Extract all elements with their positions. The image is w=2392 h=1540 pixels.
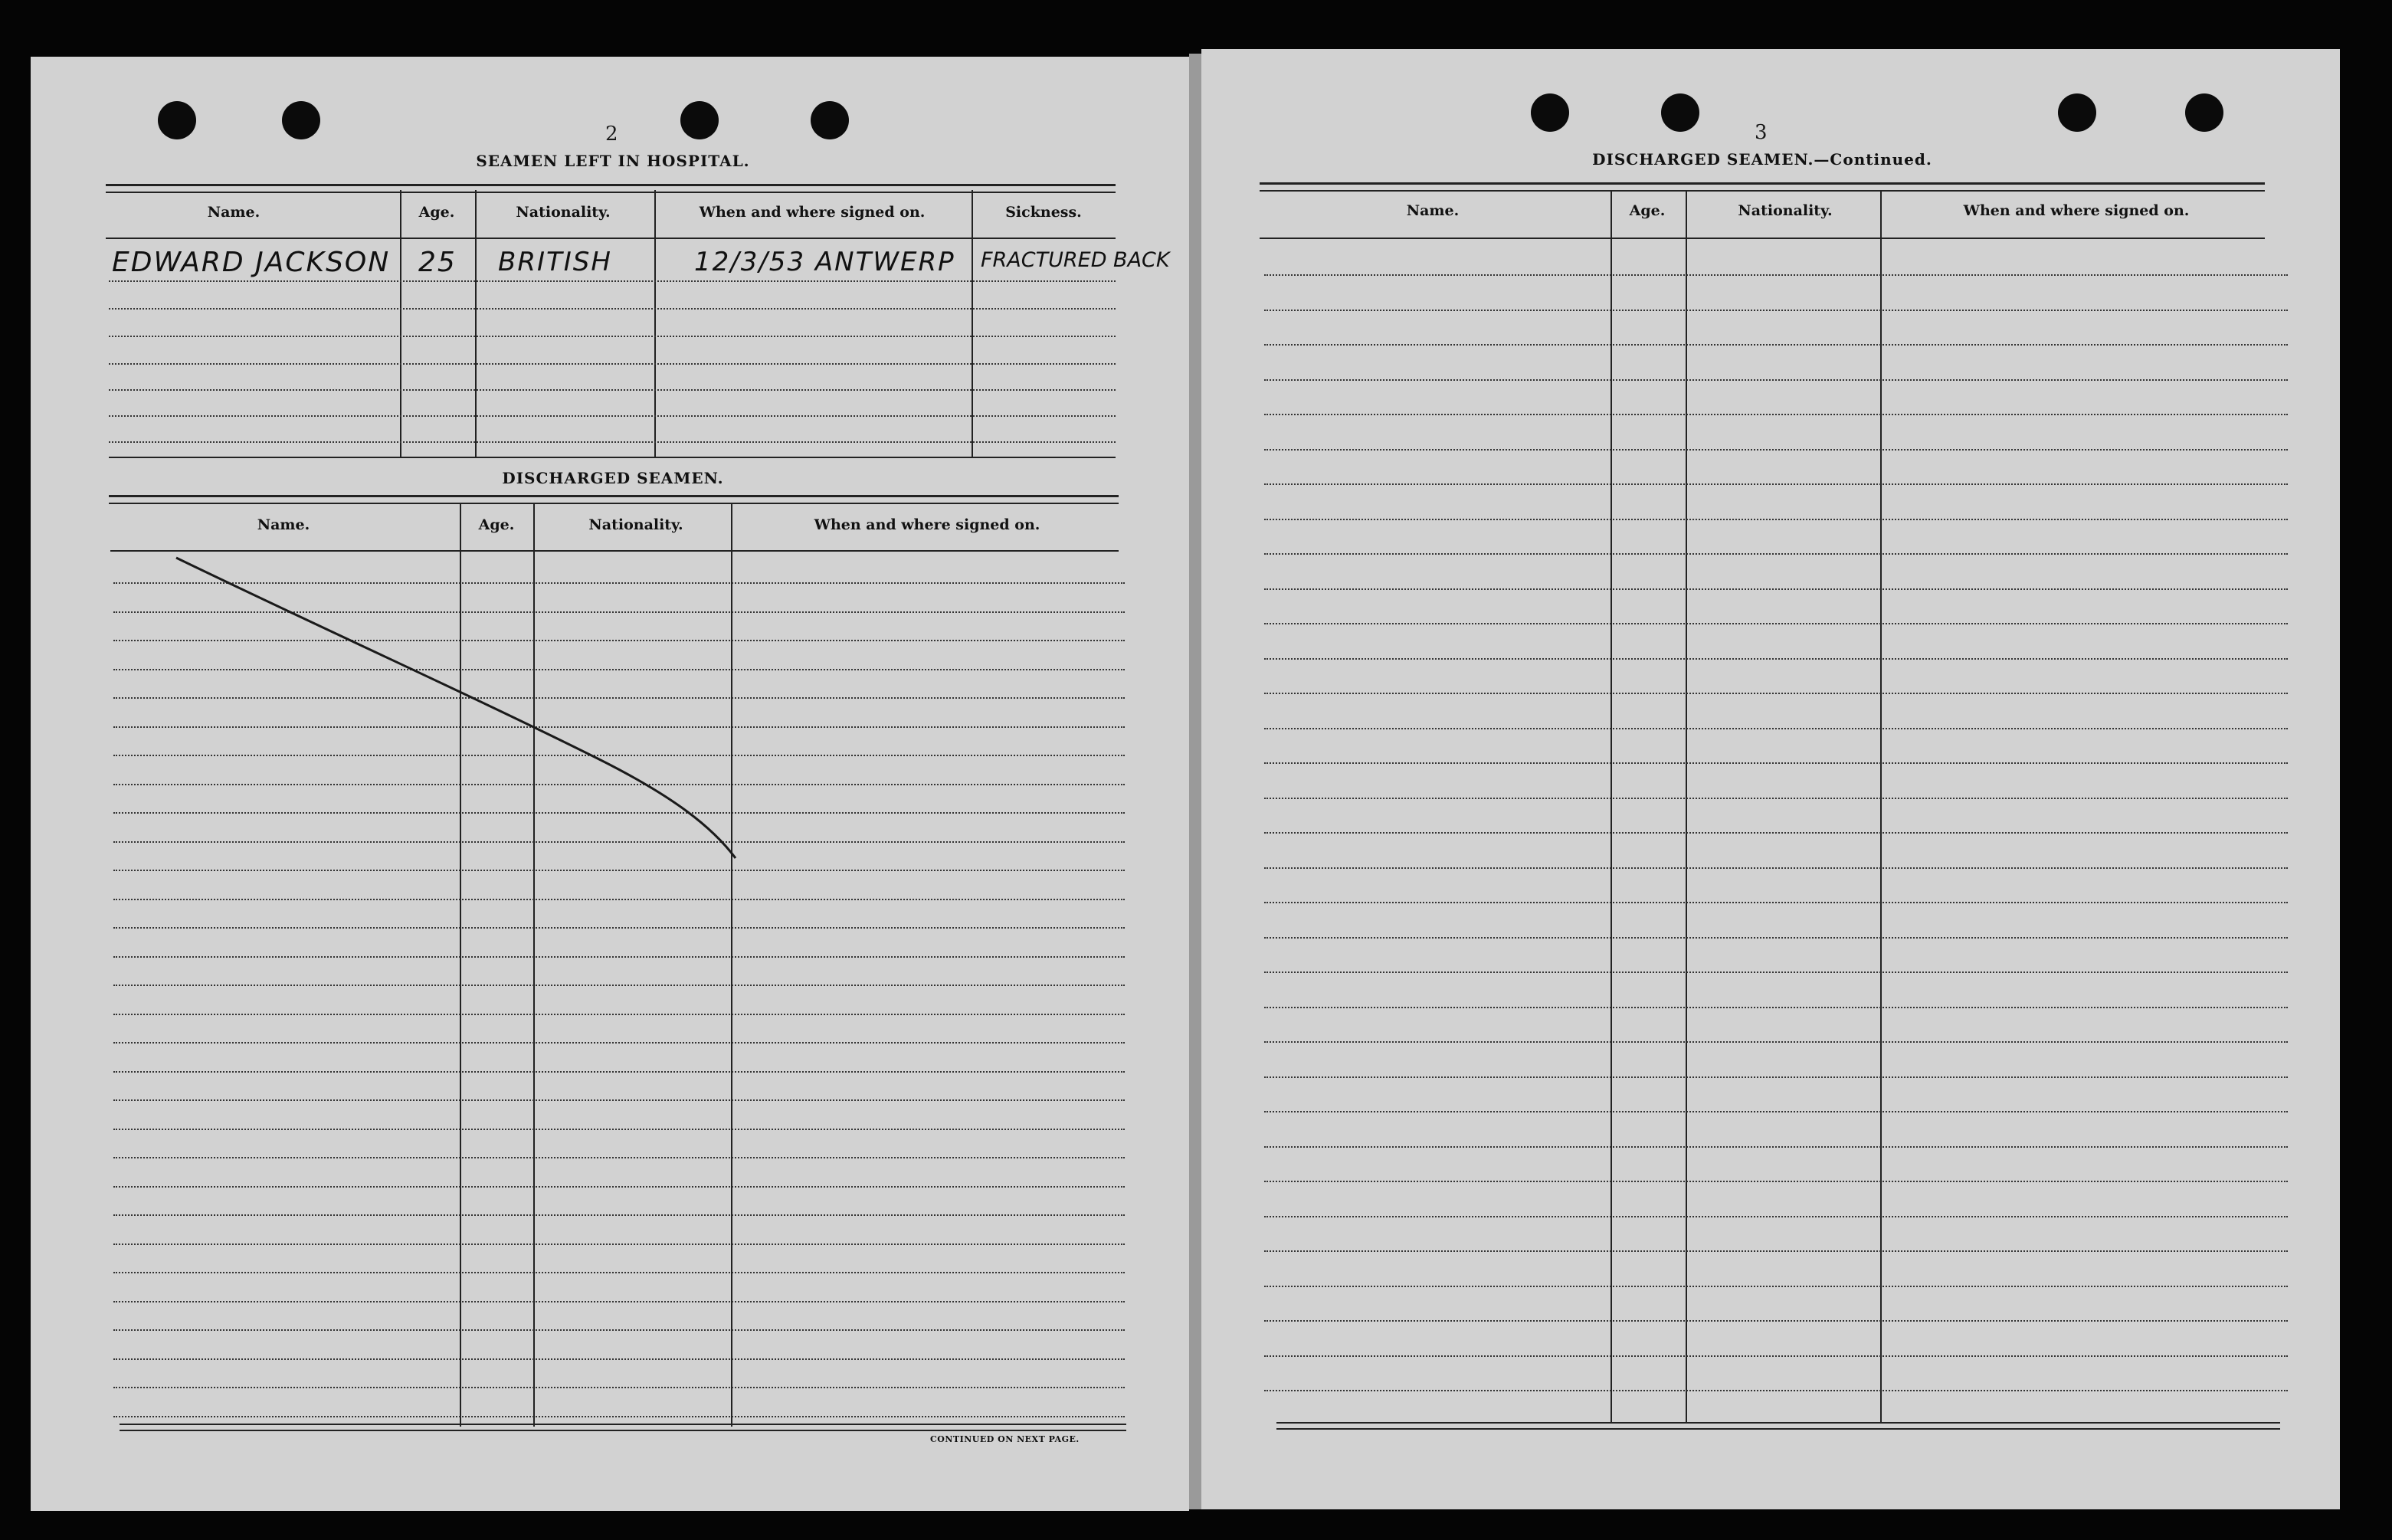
row-rule bbox=[113, 841, 1125, 843]
punch-hole bbox=[811, 101, 849, 139]
row-rule bbox=[109, 280, 1116, 282]
row-rule bbox=[113, 1042, 1125, 1044]
row-rule bbox=[1264, 1320, 2288, 1322]
row-rule bbox=[113, 1014, 1125, 1015]
row-rule bbox=[1264, 762, 2288, 764]
discharged-section-title: DISCHARGED SEAMEN. bbox=[502, 469, 724, 487]
row-rule bbox=[113, 1243, 1125, 1245]
row-rule bbox=[113, 956, 1125, 958]
row-rule bbox=[113, 640, 1125, 641]
row-rule bbox=[1264, 1076, 2288, 1078]
row-rule bbox=[109, 363, 1116, 365]
row-rule bbox=[113, 1214, 1125, 1216]
row-rule bbox=[1264, 867, 2288, 869]
page-fold bbox=[1189, 54, 1201, 1509]
row-rule bbox=[1264, 1181, 2288, 1182]
table-rule bbox=[1260, 182, 2265, 185]
table-rule bbox=[1276, 1422, 2280, 1424]
row-rule bbox=[113, 1186, 1125, 1188]
row-rule bbox=[1264, 798, 2288, 799]
column-header-age: Age. bbox=[478, 516, 515, 533]
hospital-entry-name: EDWARD JACKSON bbox=[112, 247, 391, 278]
row-rule bbox=[109, 415, 1116, 417]
row-rule bbox=[113, 1272, 1125, 1273]
row-rule bbox=[1264, 1286, 2288, 1287]
column-divider bbox=[1611, 190, 1612, 1424]
row-rule bbox=[113, 1387, 1125, 1388]
row-rule bbox=[1264, 519, 2288, 520]
row-rule bbox=[1264, 1041, 2288, 1043]
row-rule bbox=[113, 1301, 1125, 1302]
row-rule bbox=[113, 1129, 1125, 1130]
row-rule bbox=[113, 669, 1125, 670]
row-rule bbox=[1264, 588, 2288, 590]
row-rule bbox=[113, 870, 1125, 871]
row-rule bbox=[1264, 553, 2288, 555]
column-header-signed-on: When and where signed on. bbox=[814, 516, 1040, 533]
row-rule bbox=[113, 697, 1125, 699]
row-rule bbox=[1264, 1146, 2288, 1148]
row-rule bbox=[1264, 1355, 2288, 1357]
row-rule bbox=[1264, 658, 2288, 660]
punch-hole bbox=[2058, 93, 2096, 132]
row-rule bbox=[1264, 1216, 2288, 1217]
column-header-name: Name. bbox=[1406, 202, 1460, 219]
row-rule bbox=[1264, 483, 2288, 485]
page-number: 2 bbox=[605, 123, 618, 146]
column-header-name: Name. bbox=[257, 516, 310, 533]
column-header-sickness: Sickness. bbox=[1005, 204, 1082, 221]
table-rule bbox=[106, 184, 1116, 186]
hospital-entry-age: 25 bbox=[418, 247, 457, 278]
column-header-nationality: Nationality. bbox=[516, 204, 611, 221]
row-rule bbox=[113, 899, 1125, 900]
table-rule bbox=[106, 238, 1116, 239]
row-rule bbox=[1264, 1390, 2288, 1391]
row-rule bbox=[113, 784, 1125, 785]
row-rule bbox=[113, 755, 1125, 756]
row-rule bbox=[109, 336, 1116, 337]
row-rule bbox=[1264, 310, 2288, 311]
punch-hole bbox=[2185, 93, 2223, 132]
table-rule bbox=[1260, 238, 2265, 239]
column-header-age: Age. bbox=[1629, 202, 1666, 219]
table-rule bbox=[106, 192, 1116, 193]
row-rule bbox=[109, 441, 1116, 443]
right-page bbox=[1201, 49, 2340, 1509]
row-rule bbox=[113, 582, 1125, 584]
row-rule bbox=[113, 1329, 1125, 1331]
row-rule bbox=[1264, 902, 2288, 903]
punch-hole bbox=[282, 101, 320, 139]
row-rule bbox=[1264, 379, 2288, 381]
row-rule bbox=[1264, 414, 2288, 415]
page-number: 3 bbox=[1755, 121, 1768, 144]
punch-hole bbox=[680, 101, 719, 139]
continued-note: CONTINUED ON NEXT PAGE. bbox=[930, 1434, 1080, 1444]
table-rule bbox=[1260, 190, 2265, 192]
row-rule bbox=[1264, 1111, 2288, 1112]
column-header-age: Age. bbox=[418, 204, 455, 221]
column-divider bbox=[1686, 190, 1687, 1424]
hospital-section-title: SEAMEN LEFT IN HOSPITAL. bbox=[476, 152, 750, 170]
column-header-signed-on: When and where signed on. bbox=[699, 204, 926, 221]
column-header-signed-on: When and where signed on. bbox=[1963, 202, 2190, 219]
row-rule bbox=[1264, 1007, 2288, 1008]
row-rule bbox=[113, 1099, 1125, 1101]
row-rule bbox=[1264, 937, 2288, 939]
row-rule bbox=[1264, 274, 2288, 276]
column-divider bbox=[1880, 190, 1882, 1424]
row-rule bbox=[113, 985, 1125, 986]
punch-hole bbox=[1531, 93, 1569, 132]
table-rule bbox=[109, 495, 1119, 497]
row-rule bbox=[113, 1358, 1125, 1360]
discharged-continued-title: DISCHARGED SEAMEN.—Continued. bbox=[1592, 150, 1932, 169]
row-rule bbox=[113, 726, 1125, 728]
punch-hole bbox=[158, 101, 196, 139]
column-header-nationality: Nationality. bbox=[588, 516, 683, 533]
table-rule bbox=[120, 1430, 1126, 1431]
table-rule bbox=[109, 457, 1116, 458]
row-rule bbox=[1264, 972, 2288, 973]
punch-hole bbox=[1661, 93, 1699, 132]
row-rule bbox=[113, 927, 1125, 929]
row-rule bbox=[1264, 623, 2288, 624]
row-rule bbox=[113, 812, 1125, 814]
row-rule bbox=[1264, 832, 2288, 834]
table-rule bbox=[1276, 1428, 2280, 1430]
column-header-nationality: Nationality. bbox=[1738, 202, 1833, 219]
row-rule bbox=[113, 1416, 1125, 1417]
row-rule bbox=[113, 1071, 1125, 1073]
hospital-entry-nationality: BRITISH bbox=[498, 247, 612, 277]
table-rule bbox=[120, 1424, 1126, 1425]
row-rule bbox=[109, 308, 1116, 310]
column-header-name: Name. bbox=[207, 204, 260, 221]
row-rule bbox=[1264, 344, 2288, 346]
row-rule bbox=[113, 611, 1125, 613]
hospital-entry-signed-on: 12/3/53 ANTWERP bbox=[694, 247, 955, 277]
row-rule bbox=[109, 389, 1116, 391]
table-rule bbox=[110, 550, 1119, 552]
row-rule bbox=[1264, 693, 2288, 694]
table-rule bbox=[109, 503, 1119, 504]
row-rule bbox=[113, 1157, 1125, 1158]
hospital-entry-sickness: FRACTURED BACK bbox=[981, 248, 1170, 272]
row-rule bbox=[1264, 449, 2288, 451]
row-rule bbox=[1264, 1250, 2288, 1252]
row-rule bbox=[1264, 728, 2288, 729]
